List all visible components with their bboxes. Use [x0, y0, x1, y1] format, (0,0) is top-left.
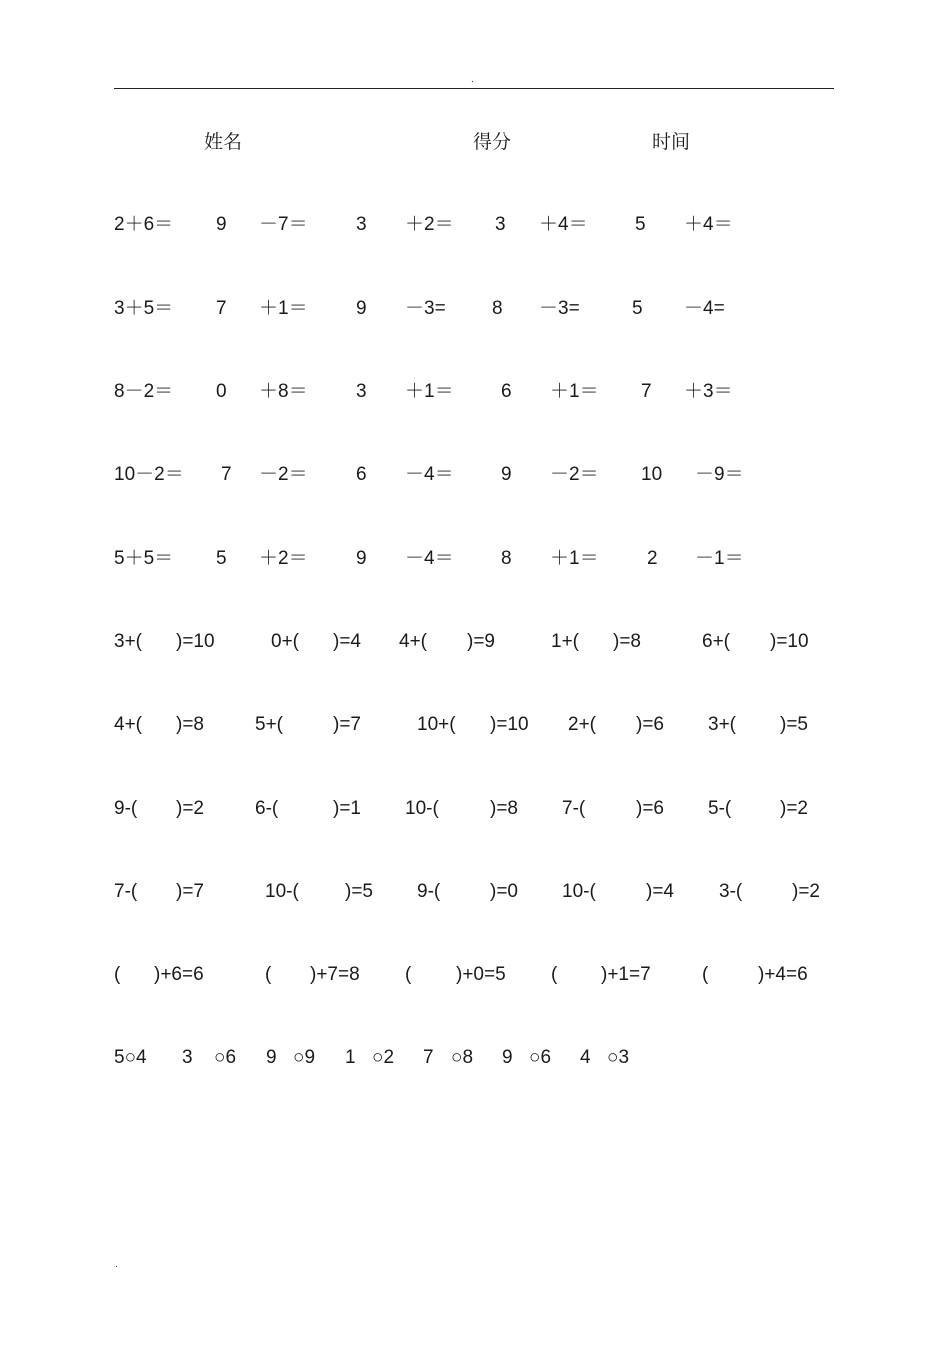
problem-cell: 10-(: [265, 881, 299, 902]
problem-cell: －7＝: [259, 214, 308, 235]
problem-cell: ○6: [529, 1047, 552, 1068]
problem-cell: (: [702, 964, 709, 985]
problem-cell: )+6=6: [154, 964, 204, 985]
problem-row-2: [0, 294, 950, 324]
problem-cell: )=2: [176, 798, 204, 819]
problem-cell: )=7: [333, 714, 361, 735]
problem-row-9: [0, 877, 950, 907]
problem-cell: 1: [345, 1047, 356, 1068]
problem-cell: 7: [216, 298, 227, 319]
top-dot: .: [471, 74, 474, 85]
problem-row-10: [0, 960, 950, 990]
header-rule: [114, 88, 834, 89]
problem-cell: )=10: [490, 714, 529, 735]
problem-cell: 9: [216, 214, 227, 235]
problem-cell: ＋1＝: [405, 381, 454, 402]
problem-cell: 9: [356, 298, 367, 319]
problem-cell: 7: [641, 381, 652, 402]
problem-cell: )=1: [333, 798, 361, 819]
score-label: 得分: [473, 131, 512, 153]
problem-cell: 5: [635, 214, 646, 235]
problem-cell: ＋2＝: [405, 214, 454, 235]
problem-row-7: [0, 710, 950, 740]
problem-cell: ○9: [293, 1047, 316, 1068]
problem-cell: 7: [423, 1047, 434, 1068]
problem-cell: 3: [495, 214, 506, 235]
problem-cell: ＋8＝: [259, 381, 308, 402]
problem-cell: 3+(: [708, 714, 736, 735]
problem-cell: 8: [501, 548, 512, 569]
problem-cell: )=5: [780, 714, 808, 735]
problem-cell: 3: [182, 1047, 193, 1068]
problem-cell: )=4: [333, 631, 361, 652]
problem-cell: )=10: [176, 631, 215, 652]
problem-cell: (: [551, 964, 558, 985]
problem-cell: 9: [266, 1047, 277, 1068]
problem-cell: 1+(: [551, 631, 579, 652]
problem-cell: )=4: [646, 881, 674, 902]
problem-cell: 5＋5＝: [114, 548, 174, 569]
problem-cell: )=7: [176, 881, 204, 902]
problem-row-6: [0, 627, 950, 657]
problem-cell: ＋1＝: [259, 298, 308, 319]
problem-cell: 3: [356, 381, 367, 402]
time-label: 时间: [652, 131, 691, 153]
problem-cell: )+7=8: [310, 964, 360, 985]
problem-cell: ○8: [451, 1047, 474, 1068]
problem-cell: 4+(: [399, 631, 427, 652]
problem-cell: 0+(: [271, 631, 299, 652]
problem-cell: 10-(: [405, 798, 439, 819]
problem-cell: ○6: [214, 1047, 237, 1068]
problem-cell: 3+(: [114, 631, 142, 652]
problem-cell: )=5: [345, 881, 373, 902]
problem-cell: 9: [502, 1047, 513, 1068]
problem-cell: 6-(: [255, 798, 279, 819]
problem-cell: －9＝: [695, 464, 744, 485]
problem-cell: 8－2＝: [114, 381, 174, 402]
problem-cell: )=10: [770, 631, 809, 652]
problem-cell: －4＝: [405, 464, 454, 485]
problem-row-5: [0, 544, 950, 574]
problem-cell: 0: [216, 381, 227, 402]
problem-cell: )=0: [490, 881, 518, 902]
problem-cell: 10-(: [562, 881, 596, 902]
problem-cell: 6+(: [702, 631, 730, 652]
problem-cell: )=6: [636, 798, 664, 819]
problem-cell: －2＝: [550, 464, 599, 485]
problem-cell: )=8: [490, 798, 518, 819]
problem-cell: ＋2＝: [259, 548, 308, 569]
problem-cell: 4+(: [114, 714, 142, 735]
problem-cell: 3: [356, 214, 367, 235]
problem-cell: 2＋6＝: [114, 214, 174, 235]
problem-row-4: [0, 460, 950, 490]
problem-cell: 9-(: [114, 798, 138, 819]
problem-cell: 3-(: [719, 881, 743, 902]
problem-cell: 3＋5＝: [114, 298, 174, 319]
problem-cell: 7: [221, 464, 232, 485]
problem-cell: 8: [492, 298, 503, 319]
problem-cell: 4: [580, 1047, 591, 1068]
problem-cell: －2＝: [259, 464, 308, 485]
problem-cell: ＋1＝: [550, 548, 599, 569]
problem-cell: (: [114, 964, 121, 985]
problem-cell: ＋3＝: [684, 381, 733, 402]
problem-cell: ○3: [607, 1047, 630, 1068]
problem-cell: (: [405, 964, 412, 985]
problem-cell: ＋4＝: [684, 214, 733, 235]
problem-row-8: [0, 794, 950, 824]
problem-cell: ○2: [372, 1047, 395, 1068]
problem-cell: )=2: [780, 798, 808, 819]
problem-cell: 9-(: [417, 881, 441, 902]
problem-cell: ＋4＝: [539, 214, 588, 235]
bottom-dot: .: [115, 1259, 118, 1270]
problem-cell: )=8: [613, 631, 641, 652]
problem-cell: ＋1＝: [550, 381, 599, 402]
problem-cell: )+1=7: [601, 964, 651, 985]
problem-cell: 7-(: [114, 881, 138, 902]
problem-cell: －1＝: [695, 548, 744, 569]
problem-cell: )+4=6: [758, 964, 808, 985]
problem-cell: 9: [356, 548, 367, 569]
problem-row-3: [0, 377, 950, 407]
problem-cell: －3=: [539, 298, 580, 319]
problem-cell: －3=: [405, 298, 446, 319]
problem-cell: 10: [641, 464, 663, 485]
problem-cell: )=2: [792, 881, 820, 902]
problem-cell: )=9: [467, 631, 495, 652]
problem-cell: 2+(: [568, 714, 596, 735]
problem-cell: 5+(: [255, 714, 283, 735]
problem-cell: 2: [647, 548, 658, 569]
problem-cell: )+0=5: [456, 964, 506, 985]
problem-cell: )=6: [636, 714, 664, 735]
problem-row-11: [0, 1043, 950, 1073]
problem-cell: 10－2＝: [114, 464, 184, 485]
problem-cell: 5: [632, 298, 643, 319]
name-label: 姓名: [204, 131, 243, 153]
problem-cell: 10+(: [417, 714, 456, 735]
problem-cell: 6: [501, 381, 512, 402]
problem-cell: (: [265, 964, 272, 985]
problem-cell: 9: [501, 464, 512, 485]
problem-cell: 5-(: [708, 798, 732, 819]
problem-cell: 5: [216, 548, 227, 569]
problem-cell: －4=: [684, 298, 725, 319]
problem-cell: 6: [356, 464, 367, 485]
problem-cell: －4＝: [405, 548, 454, 569]
problem-row-1: [0, 210, 950, 240]
problem-cell: 7-(: [562, 798, 586, 819]
problem-cell: 5○4: [114, 1047, 147, 1068]
problem-cell: )=8: [176, 714, 204, 735]
